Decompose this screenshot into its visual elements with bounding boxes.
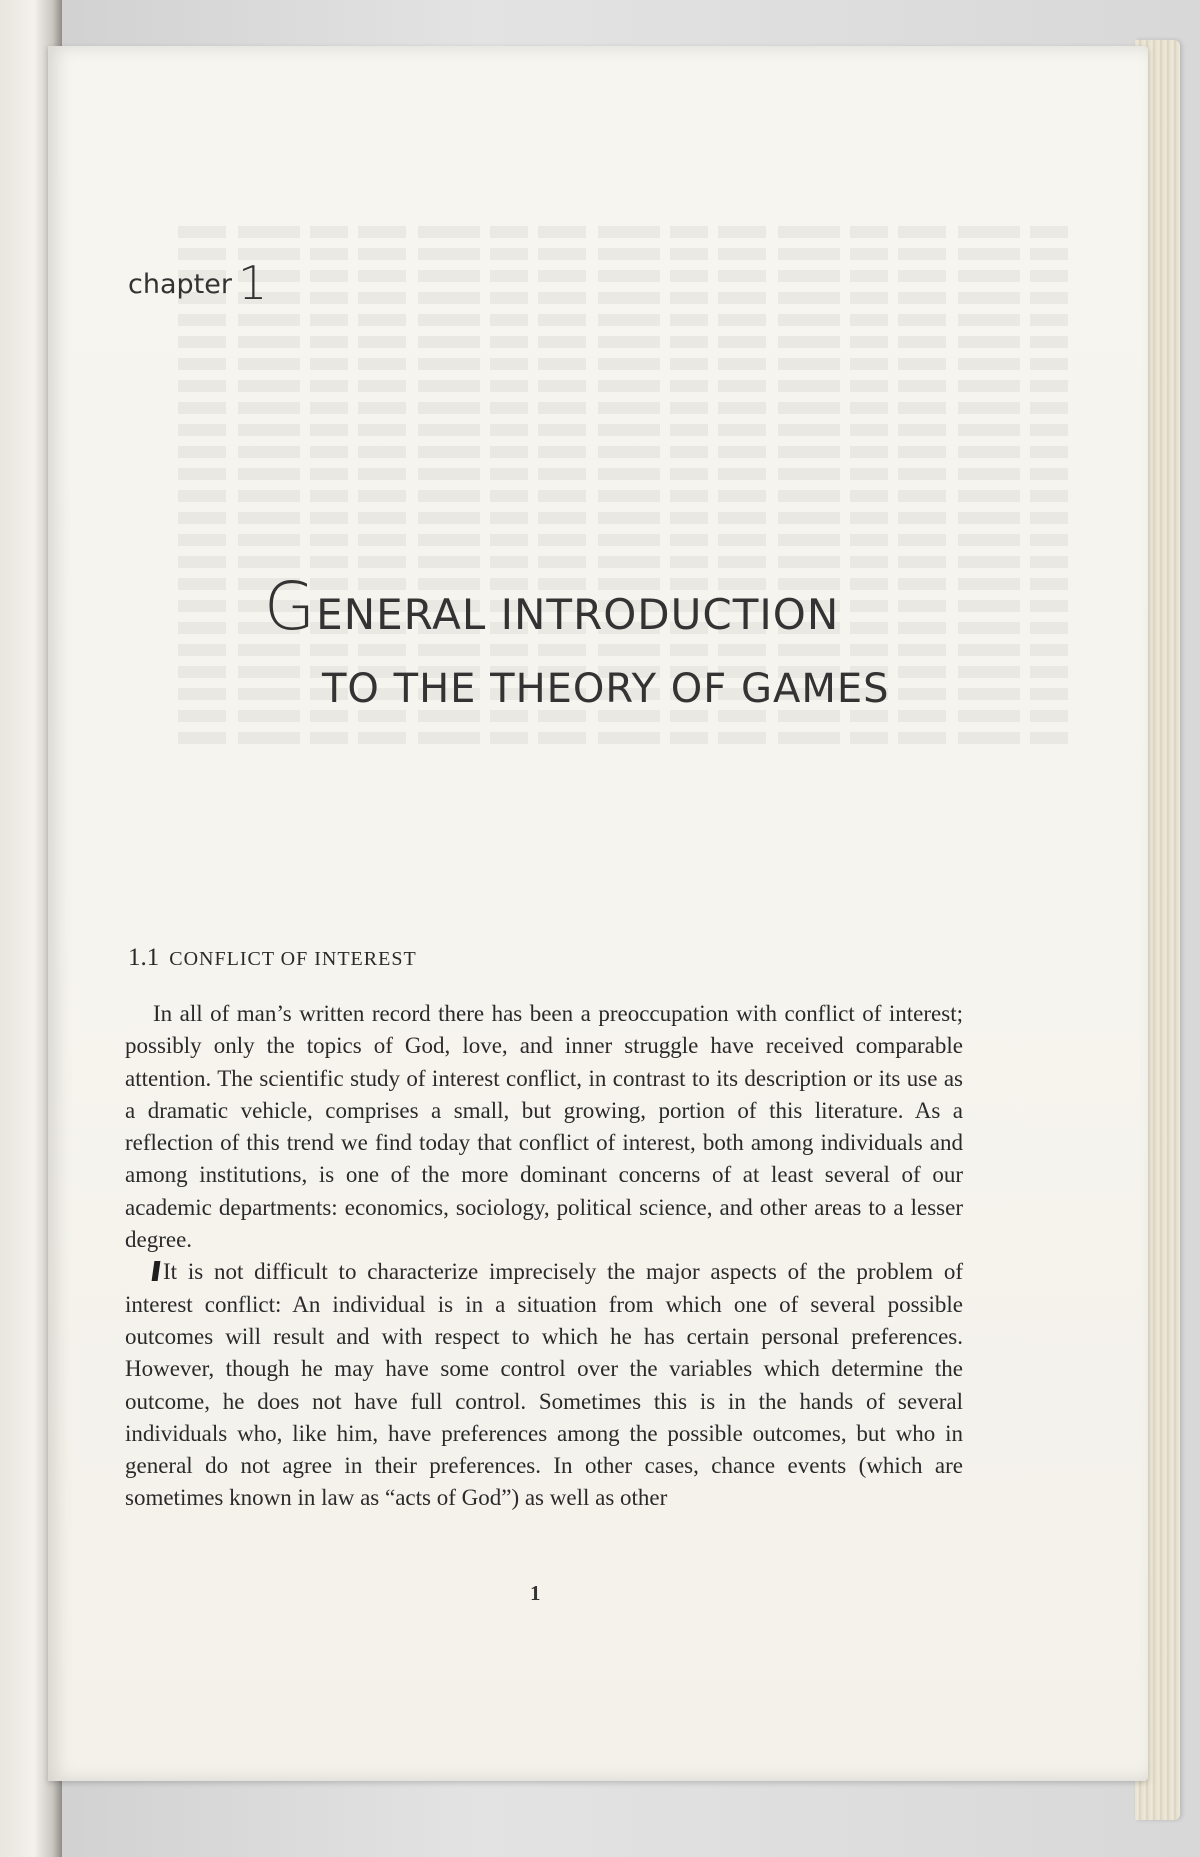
paragraph-2 bbox=[125, 1256, 963, 1514]
chapter-label bbox=[128, 250, 268, 310]
paragraph-1: In all of man’s written record there has been a preoccupation with conflict of interest; possibly only the topics of God, love, and inner struggle have received comparable attention. The scientific study of interest conflict, in contrast to its description or its use as a dramatic vehicle, comprises a small, but growing, portion of this literature. As a reflection of this trend we find today that conflict of interest, both among individuals and among institutions, is one of the more dominant concerns of at least several of our academic departments: economics, sociology, political science, and other areas to a lesser degree. bbox=[125, 1001, 963, 1253]
page-number: 1 bbox=[530, 1581, 541, 1605]
paragraph-2-text: It is not difficult to characterize imprecisely the major aspects of the problem of interest conflict: An individual is in a situation from which one of several possible outcomes will result and with respect to which he has certain personal preferences. However, though he may have some control over the variables which determine the outcome, he does not have full control. Sometimes this is in the hands of several individuals who, like him, have preferences among the possible outcomes, but who in general do not agree in their preferences. In other cases, chance events (which are sometimes known in law as “acts of God”) as well as other bbox=[125, 1259, 963, 1511]
book-page bbox=[48, 46, 1148, 1781]
title-rest: ENERAL INTRODUCTION bbox=[316, 590, 840, 639]
section-title: CONFLICT OF INTEREST bbox=[169, 948, 417, 970]
chapter-number: 1 bbox=[237, 256, 268, 310]
section-number: 1.1 bbox=[128, 944, 160, 971]
section-heading bbox=[128, 944, 417, 972]
pencil-mark bbox=[152, 1261, 161, 1281]
chapter-title-line-1 bbox=[264, 568, 839, 645]
body-text bbox=[125, 998, 963, 1515]
title-initial: G bbox=[264, 568, 317, 645]
chapter-title-line-2: TO THE THEORY OF GAMES bbox=[322, 666, 890, 712]
chapter-word: chapter bbox=[128, 269, 232, 300]
